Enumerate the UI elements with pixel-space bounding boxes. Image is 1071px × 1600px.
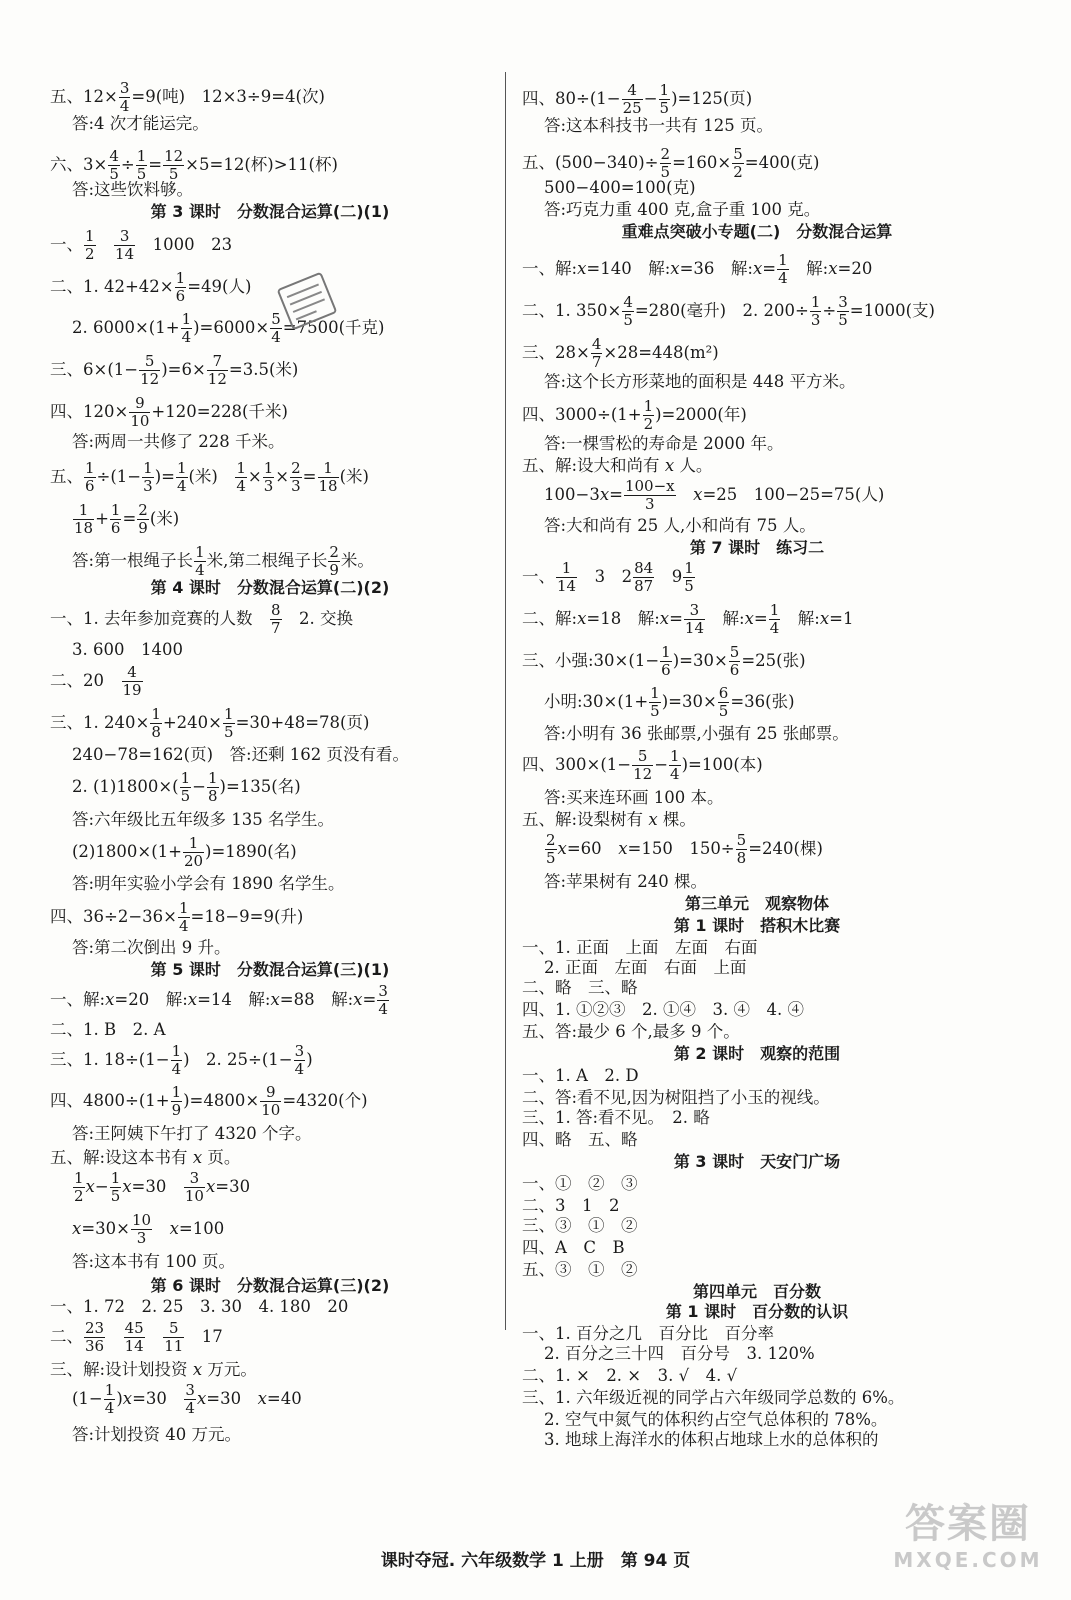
fraction: $\frac{1}{4}$ [181, 310, 192, 346]
answer-line: 四、120× $\frac{9}{10}$ +120=228(千米) [50, 394, 288, 430]
fraction: $\frac{4}{5}$ [623, 293, 633, 329]
fraction: $\frac{1}{6}$ [110, 501, 121, 537]
fraction: $\frac{12}{5}$ [164, 147, 184, 183]
answer-line: x=30× $\frac{10}{3}$ x=100 [72, 1211, 225, 1247]
answer-line: 三、小强:30×(1− $\frac{1}{6}$ )=30× $\frac{5}{6}$ =25(张) [522, 643, 806, 679]
answer-line: 四、300×(1− $\frac{5}{12}$ − $\frac{1}{4}$ )=100(本) [522, 747, 763, 783]
section-heading: 第 4 课时 分数混合运算(二)(2) [150, 578, 390, 597]
fraction: $\frac{6}{5}$ [718, 684, 729, 720]
answer-line: 四、A C B [522, 1238, 625, 1257]
answer-line: 2. 空气中氮气的体积约占空气总体积的 78%。 [544, 1410, 888, 1429]
answer-line: 三、1. 240× $\frac{1}{8}$ +240× $\frac{1}{5}$ =30+48=78(页) [50, 705, 370, 741]
answer-line: 二、20 $\frac{4}{19}$ [50, 663, 142, 699]
section-heading: 重难点突破小专题(二) 分数混合运算 [621, 222, 893, 241]
answer-line: 答:第二次倒出 9 升。 [72, 938, 231, 957]
answer-line: 答:一棵雪松的寿命是 2000 年。 [544, 434, 784, 453]
section-heading: 第 1 课时 搭积木比赛 [673, 916, 841, 935]
answer-line: 2. 正面 左面 右面 上面 [544, 958, 747, 977]
answer-line: 四、36÷2−36× $\frac{1}{4}$ =18−9=9(升) [50, 899, 304, 935]
fraction: $\frac{5}{12}$ [633, 747, 653, 783]
fraction: $\frac{4}{5}$ [109, 147, 119, 183]
answer-line: 答:巧克力重 400 克,盒子重 100 克。 [544, 200, 821, 219]
section-heading: 第 2 课时 观察的范围 [673, 1044, 841, 1063]
answer-line: 三、1. 六年级近视的同学占六年级同学总数的 6%。 [522, 1388, 905, 1407]
answer-line: 一、① ② ③ [522, 1174, 638, 1193]
fraction: $\frac{5}{8}$ [736, 831, 747, 867]
fraction: $\frac{1}{4}$ [178, 899, 189, 935]
fraction: $\frac{1}{2}$ [74, 1169, 84, 1205]
answer-line: 二、1. B 2. A [50, 1020, 166, 1039]
fraction: $\frac{1}{5}$ [650, 684, 660, 720]
answer-line: 四、80÷(1− $\frac{4}{25}$ − $\frac{1}{5}$ )=125(页) [522, 81, 753, 117]
answer-line: 五、12× $\frac{3}{4}$ =9(吨) 12×3÷9=4(次) [50, 79, 325, 115]
answer-line: 2. 百分之三十四 百分号 3. 120% [544, 1344, 815, 1363]
answer-line: 答:买来连环画 100 本。 [544, 788, 724, 807]
fraction: $\frac{1}{4}$ [236, 459, 246, 495]
fraction: $\frac{5}{12}$ [140, 352, 160, 388]
answer-line: 二、1. 350× $\frac{4}{5}$ =280(毫升) 2. 200÷ $\frac{1}{3}$ ÷ $\frac{3}{5}$ =1000(支) [522, 293, 935, 329]
fraction: $\frac{4}{7}$ [591, 335, 602, 371]
answer-line: 240−78=162(页) 答:还剩 162 页没有看。 [72, 745, 410, 764]
fraction: $\frac{1}{4}$ [104, 1381, 115, 1417]
fraction: $\frac{1}{8}$ [151, 705, 161, 741]
fraction: $\frac{1}{4}$ [195, 543, 205, 579]
answer-line: 2. 6000×(1+ $\frac{1}{4}$ )=6000× $\frac{5}{4}$ =7500(千克) [72, 310, 385, 346]
section-heading: 第 6 课时 分数混合运算(三)(2) [150, 1276, 390, 1295]
fraction: $\frac{2}{3}$ [291, 459, 301, 495]
fraction: $\frac{1}{18}$ [318, 459, 338, 495]
section-heading: 第 5 课时 分数混合运算(三)(1) [150, 960, 390, 979]
answer-line: 一、1. 正面 上面 左面 右面 [522, 938, 758, 957]
answer-line: 二、1. × 2. × 3. √ 4. √ [522, 1366, 738, 1385]
fraction: $\frac{9}{10}$ [130, 394, 150, 430]
fraction: $\frac{1}{6}$ [661, 643, 671, 679]
answer-line: 三、解:设计划投资 x 万元。 [50, 1360, 257, 1379]
answer-line: 500−400=100(克) [544, 178, 696, 197]
fraction: $\frac{1}{5}$ [110, 1169, 121, 1205]
section-heading: 第 7 课时 练习二 [689, 538, 825, 557]
fraction: $\frac{1}{4}$ [171, 1042, 182, 1078]
column-divider [505, 72, 506, 1330]
answer-line: 一、 $\frac{1}{14}$ 3 2 $\frac{84}{87}$ 9 $\frac{1}{5}$ [522, 559, 694, 595]
fraction: $\frac{3}{10}$ [184, 1169, 204, 1205]
answer-line: 四、4800÷(1+ $\frac{1}{9}$ )=4800× $\frac{9}{10}$ =4320(个) [50, 1083, 368, 1119]
fraction: $\frac{2}{9}$ [329, 543, 339, 579]
fraction: $\frac{1}{4}$ [769, 601, 780, 637]
fraction: $\frac{4}{25}$ [622, 81, 642, 117]
fraction: $\frac{8}{7}$ [271, 601, 281, 637]
watermark-main: 答案圈 [905, 1501, 1031, 1547]
answer-line: 一、1. 百分之几 百分比 百分率 [522, 1324, 774, 1343]
stamp-lines [287, 284, 328, 319]
answer-line: 答:苹果树有 240 棵。 [544, 872, 708, 891]
answer-line: 四、3000÷(1+ $\frac{1}{2}$ )=2000(年) [522, 397, 747, 433]
answer-line: 2. (1)1800×( $\frac{1}{5}$ − $\frac{1}{8}$ )=135(名) [72, 769, 301, 805]
answer-line: 二、答:看不见,因为树阻挡了小玉的视线。 [522, 1088, 830, 1107]
fraction: $\frac{5}{11}$ [164, 1319, 184, 1355]
answer-line: 答:小明有 36 张邮票,小强有 25 张邮票。 [544, 724, 849, 743]
answer-line: 答:计划投资 40 万元。 [72, 1425, 242, 1444]
fraction: $\frac{3}{14}$ [684, 601, 704, 637]
answer-line: 答:两周一共修了 228 千米。 [72, 432, 285, 451]
fraction: $\frac{3}{4}$ [378, 982, 388, 1018]
answer-line: 3. 600 1400 [72, 640, 183, 659]
fraction: $\frac{1}{8}$ [208, 769, 218, 805]
fraction: $\frac{3}{5}$ [838, 293, 848, 329]
answer-line: 答:王阿姨下午打了 4320 个字。 [72, 1124, 312, 1143]
answer-line: 答:4 次才能运完。 [72, 114, 209, 133]
section-heading: 第 3 课时 天安门广场 [673, 1152, 841, 1171]
fraction: $\frac{4}{19}$ [122, 663, 142, 699]
answer-line: 四、1. ①②③ 2. ①④ 3. ④ 4. ④ [522, 1000, 804, 1019]
fraction: $\frac{1}{5}$ [180, 769, 191, 805]
answer-line: 答:六年级比五年级多 135 名学生。 [72, 810, 335, 829]
fraction: $\frac{1}{3}$ [143, 459, 153, 495]
answer-line: 100−3x= $\frac{100-x}{3}$ x=25 100−25=75(人) [544, 477, 885, 513]
fraction: $\frac{1}{9}$ [171, 1083, 182, 1119]
fraction: $\frac{1}{5}$ [684, 559, 694, 595]
fraction: $\frac{9}{10}$ [261, 1083, 281, 1119]
unit-heading: 第四单元 百分数 [692, 1282, 821, 1301]
fraction: $\frac{1}{3}$ [263, 459, 274, 495]
answer-line: 三、1. 18÷(1− $\frac{1}{4}$ ) 2. 25÷(1− $\frac{3}{4}$ ) [50, 1042, 313, 1078]
section-heading: 第 3 课时 分数混合运算(二)(1) [150, 202, 390, 221]
fraction: $\frac{1}{2}$ [85, 227, 95, 263]
answer-line: 三、6×(1− $\frac{5}{12}$ )=6× $\frac{7}{12}$ =3.5(米) [50, 352, 299, 388]
answer-line: 答:这些饮料够。 [72, 180, 194, 199]
answer-line: 答:这本书有 100 页。 [72, 1252, 236, 1271]
fraction: $\frac{5}{2}$ [733, 145, 743, 181]
fraction: $\frac{23}{36}$ [85, 1319, 105, 1355]
fraction: $\frac{5}{4}$ [271, 310, 281, 346]
answer-line: $\frac{1}{18}$ + $\frac{1}{6}$ = $\frac{2}{9}$ (米) [74, 501, 180, 537]
unit-heading: 第三单元 观察物体 [684, 894, 829, 913]
fraction: $\frac{1}{6}$ [175, 269, 186, 305]
answer-line: 一、 $\frac{1}{2}$ $\frac{3}{14}$ 1000 23 [50, 227, 233, 263]
answer-line: 二、解:x=18 解:x= $\frac{3}{14}$ 解:x= $\frac{1}{4}$ 解:x=1 [522, 601, 854, 637]
answer-line: 五、答:最少 6 个,最多 9 个。 [522, 1022, 740, 1041]
watermark-sub: MXQE.COM [893, 1548, 1043, 1572]
section-heading: 第 1 课时 百分数的认识 [665, 1302, 849, 1321]
answer-line: (1− $\frac{1}{4}$ )x=30 $\frac{3}{4}$ x=30 x=40 [72, 1381, 302, 1417]
answer-line: 五、③ ① ② [522, 1260, 638, 1279]
answer-line: (2)1800×(1+ $\frac{1}{20}$ )=1890(名) [72, 834, 297, 870]
answer-line: 二、3 1 2 [522, 1196, 620, 1215]
fraction: $\frac{5}{6}$ [729, 643, 740, 679]
answer-line: 一、1. A 2. D [522, 1066, 639, 1085]
fraction: $\frac{2}{5}$ [546, 831, 556, 867]
fraction: $\frac{7}{12}$ [207, 352, 227, 388]
answer-line: 二、 $\frac{23}{36}$ $\frac{45}{14}$ $\frac{5}{11}$ 17 [50, 1319, 223, 1355]
answer-line: 五、(500−340)÷ $\frac{2}{5}$ =160× $\frac{5}{2}$ =400(克) [522, 145, 820, 181]
fraction: $\frac{1}{5}$ [659, 81, 670, 117]
answer-line: 六、3× $\frac{4}{5}$ ÷ $\frac{1}{5}$ = $\frac{12}{5}$ ×5=12(杯)>11(杯) [50, 147, 338, 183]
fraction: $\frac{84}{87}$ [634, 559, 654, 595]
answer-line: 答:明年实验小学会有 1890 名学生。 [72, 874, 345, 893]
fraction: $\frac{1}{5}$ [136, 147, 147, 183]
answer-line: 三、28× $\frac{4}{7}$ ×28=448(m²) [522, 335, 719, 371]
fraction: $\frac{2}{9}$ [138, 501, 148, 537]
answer-line: 一、解:x=20 解:x=14 解:x=88 解:x= $\frac{3}{4}$ [50, 982, 388, 1018]
fraction: $\frac{1}{4}$ [176, 459, 187, 495]
fraction: $\frac{3}{4}$ [185, 1381, 195, 1417]
answer-line: 3. 地球上海洋水的体积占地球上水的总体积的 [544, 1430, 879, 1449]
answer-line: 三、③ ① ② [522, 1216, 638, 1235]
fraction: $\frac{1}{2}$ [643, 397, 654, 433]
fraction: $\frac{1}{14}$ [557, 559, 577, 595]
answer-line: 答:第一根绳子长 $\frac{1}{4}$ 米,第二根绳子长 $\frac{2}{9}$ 米。 [72, 543, 374, 579]
answer-line: 二、略 三、略 [522, 978, 638, 997]
answer-line: 五、 $\frac{1}{6}$ ÷(1− $\frac{1}{3}$ )= $\frac{1}{4}$ (米) $\frac{1}{4}$ × $\frac{1}{3}$ × $\frac{2}{3}$ = $\frac{1}{18}$ (米) [50, 459, 369, 495]
fraction: $\frac{1}{20}$ [183, 834, 204, 870]
answer-line: 五、解:设梨树有 x 棵。 [522, 810, 696, 829]
answer-line: 答:这个长方形菜地的面积是 448 平方米。 [544, 372, 856, 391]
answer-line: $\frac{1}{2}$ x− $\frac{1}{5}$ x=30 $\frac{3}{10}$ x=30 [74, 1169, 251, 1205]
fraction: $\frac{100-x}{3}$ [624, 477, 675, 513]
fraction: $\frac{1}{4}$ [778, 251, 788, 287]
answer-line: 一、1. 去年参加竞赛的人数 $\frac{8}{7}$ 2. 交换 [50, 601, 354, 637]
answer-line: 答:大和尚有 25 人,小和尚有 75 人。 [544, 516, 816, 535]
fraction: $\frac{1}{5}$ [224, 705, 234, 741]
answer-line: 答:这本科技书一共有 125 页。 [544, 116, 774, 135]
answer-line: 二、1. 42+42× $\frac{1}{6}$ =49(人) [50, 269, 252, 305]
answer-line: 小明:30×(1+ $\frac{1}{5}$ )=30× $\frac{6}{5}$ =36(张) [544, 684, 795, 720]
fraction: $\frac{3}{4}$ [294, 1042, 305, 1078]
answer-line: 三、1. 答:看不见。 2. 略 [522, 1108, 710, 1127]
answer-line: 一、解:x=140 解:x=36 解:x= $\frac{1}{4}$ 解:x=20 [522, 251, 873, 287]
fraction: $\frac{3}{14}$ [115, 227, 135, 263]
fraction: $\frac{1}{6}$ [85, 459, 95, 495]
answer-line: 五、解:设大和尚有 x 人。 [522, 456, 713, 475]
fraction: $\frac{2}{5}$ [660, 145, 671, 181]
fraction: $\frac{1}{4}$ [670, 747, 680, 783]
answer-line: $\frac{2}{5}$ x=60 x=150 150÷ $\frac{5}{8}$ =240(棵) [546, 831, 823, 867]
answer-line: 四、略 五、略 [522, 1130, 638, 1149]
fraction: $\frac{10}{3}$ [131, 1211, 152, 1247]
fraction: $\frac{45}{14}$ [124, 1319, 144, 1355]
fraction: $\frac{1}{3}$ [810, 293, 821, 329]
fraction: $\frac{1}{18}$ [74, 501, 94, 537]
watermark-logo [893, 1500, 1043, 1588]
page-footer: 课时夺冠. 六年级数学 1 上册 第 94 页 [380, 1551, 691, 1571]
answer-line: 五、解:设这本书有 x 页。 [50, 1148, 241, 1167]
answer-line: 一、1. 72 2. 25 3. 30 4. 180 20 [50, 1297, 349, 1316]
fraction: $\frac{3}{4}$ [119, 79, 130, 115]
